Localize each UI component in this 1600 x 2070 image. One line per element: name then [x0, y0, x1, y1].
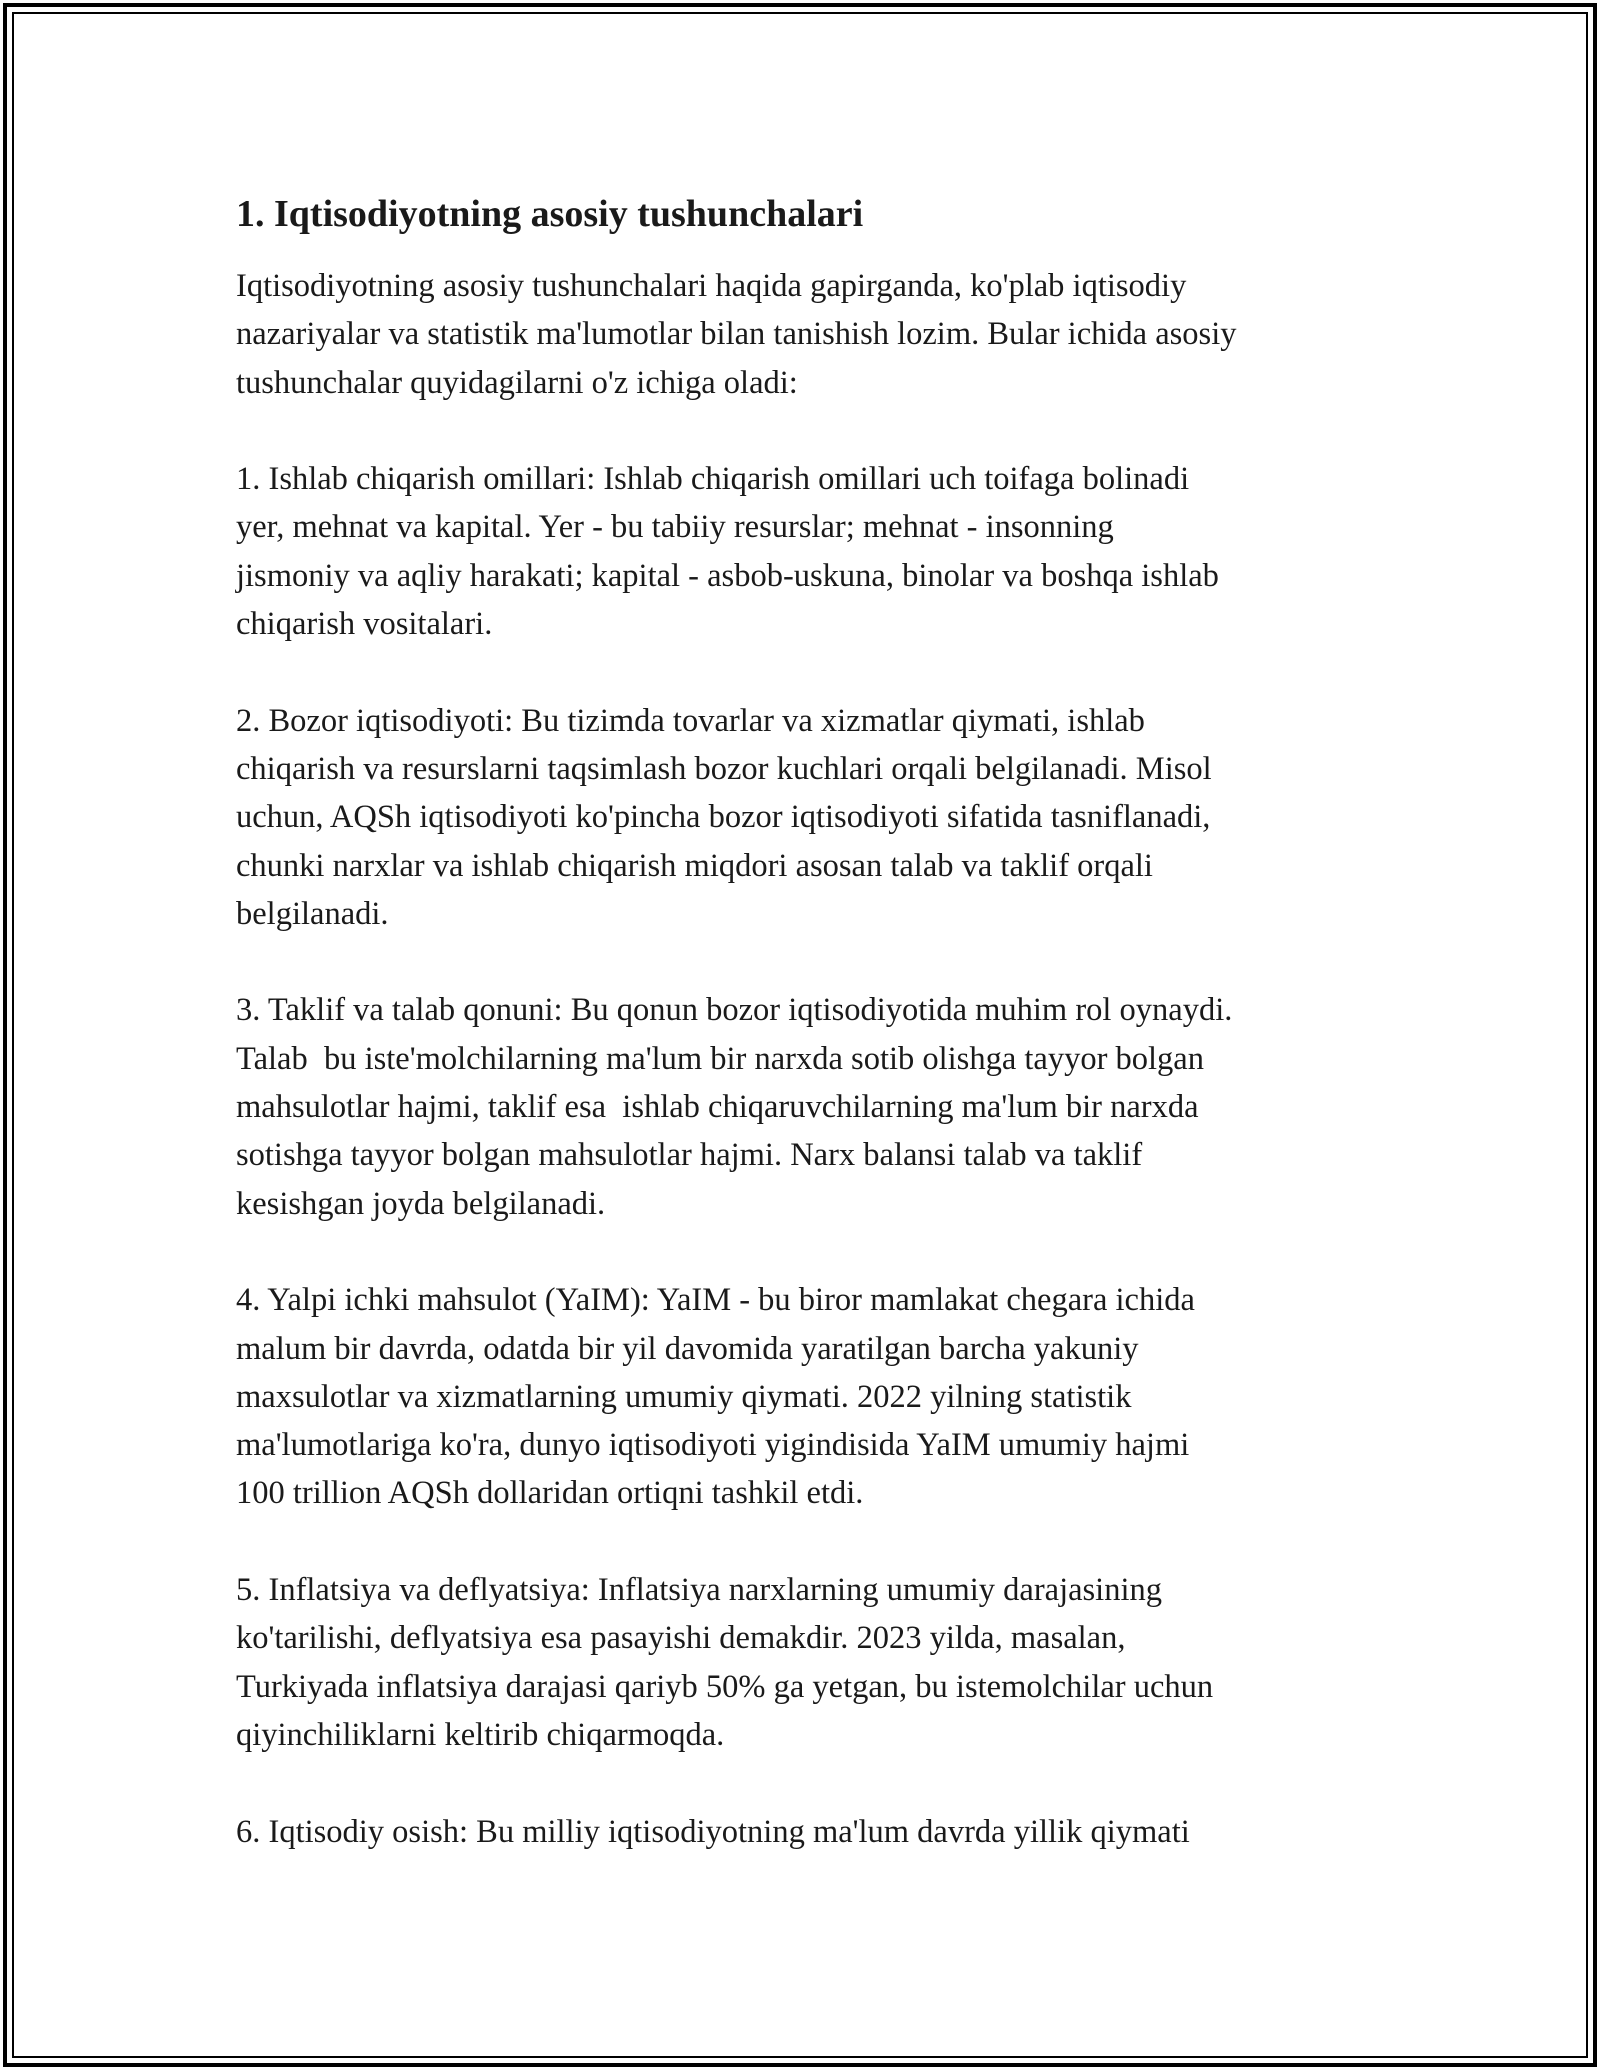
text-line: tushunchalar quyidagilarni o'z ichiga oladi: [236, 364, 798, 401]
text-line: malum bir davrda, odatda bir yil davomida yaratilgan barcha yakuniy [236, 1330, 1139, 1367]
text-line: maxsulotlar va xizmatlarning umumiy qiymati. 2022 yilning statistik [236, 1378, 1132, 1415]
text-line: mahsulotlar hajmi, taklif esa ishlab chiqaruvchilarning ma'lum bir narxda [236, 1089, 1199, 1126]
item-inflation-deflation [236, 1566, 1386, 1759]
text-line: qiyinchiliklarni keltirib chiqarmoqda. [236, 1716, 725, 1753]
intro-paragraph [236, 262, 1386, 407]
document-body [236, 188, 1386, 1904]
text-line: uchun, AQSh iqtisodiyoti ko'pincha bozor iqtisodiyoti sifatida tasniflanadi, [236, 799, 1211, 836]
item-market-economy [236, 697, 1386, 938]
text-line: chunki narxlar va ishlab chiqarish miqdori asosan talab va taklif orqali [236, 847, 1153, 884]
text-line: 1. Ishlab chiqarish omillari: Ishlab chiqarish omillari uch toifaga bolinadi [236, 461, 1190, 498]
text-line: chiqarish vositalari. [236, 606, 493, 643]
text-line: 2. Bozor iqtisodiyoti: Bu tizimda tovarlar va xizmatlar qiymati, ishlab [236, 702, 1145, 739]
item-supply-demand-law [236, 986, 1386, 1227]
text-line: 100 trillion AQSh dollaridan ortiqni tashkil etdi. [236, 1475, 864, 1512]
text-line: sotishga tayyor bolgan mahsulotlar hajmi. Narx balansi talab va taklif [236, 1137, 1143, 1174]
item-economic-growth [236, 1808, 1386, 1856]
text-line: 4. Yalpi ichki mahsulot (YaIM): YaIM - bu biror mamlakat chegara ichida [236, 1282, 1195, 1319]
text-line: ma'lumotlariga ko'ra, dunyo iqtisodiyoti yigindisida YaIM umumiy hajmi [236, 1427, 1190, 1464]
text-line: kesishgan joyda belgilanadi. [236, 1185, 606, 1222]
text-line: ko'tarilishi, deflyatsiya esa pasayishi demakdir. 2023 yilda, masalan, [236, 1620, 1126, 1657]
text-line: chiqarish va resurslarni taqsimlash bozor kuchlari orqali belgilanadi. Misol [236, 750, 1212, 787]
text-line: Talab bu iste'molchilarning ma'lum bir narxda sotib olishga tayyor bolgan [236, 1040, 1204, 1077]
item-gdp [236, 1276, 1386, 1517]
text-line: jismoniy va aqliy harakati; kapital - asbob-uskuna, binolar va boshqa ishlab [236, 557, 1219, 594]
text-line: Iqtisodiyotning asosiy tushunchalari haqida gapirganda, ko'plab iqtisodiy [236, 268, 1187, 304]
text-line: nazariyalar va statistik ma'lumotlar bilan tanishish lozim. Bular ichida asosiy [236, 316, 1237, 353]
text-line: 6. Iqtisodiy osish: Bu milliy iqtisodiyotning ma'lum davrda yillik qiymati [236, 1813, 1190, 1850]
text-line: Turkiyada inflatsiya darajasi qariyb 50% ga yetgan, bu istemolchilar uchun [236, 1668, 1214, 1705]
text-line: yer, mehnat va kapital. Yer - bu tabiiy resurslar; mehnat - insonning [236, 509, 1114, 546]
text-line: 3. Taklif va talab qonuni: Bu qonun bozor iqtisodiyotida muhim rol oynaydi. [236, 992, 1233, 1029]
text-line: 5. Inflatsiya va deflyatsiya: Inflatsiya narxlarning umumiy darajasining [236, 1572, 1162, 1609]
item-production-factors [236, 455, 1386, 648]
section-heading: 1. Iqtisodiyotning asosiy tushunchalari [236, 193, 864, 235]
text-line: belgilanadi. [236, 895, 389, 932]
